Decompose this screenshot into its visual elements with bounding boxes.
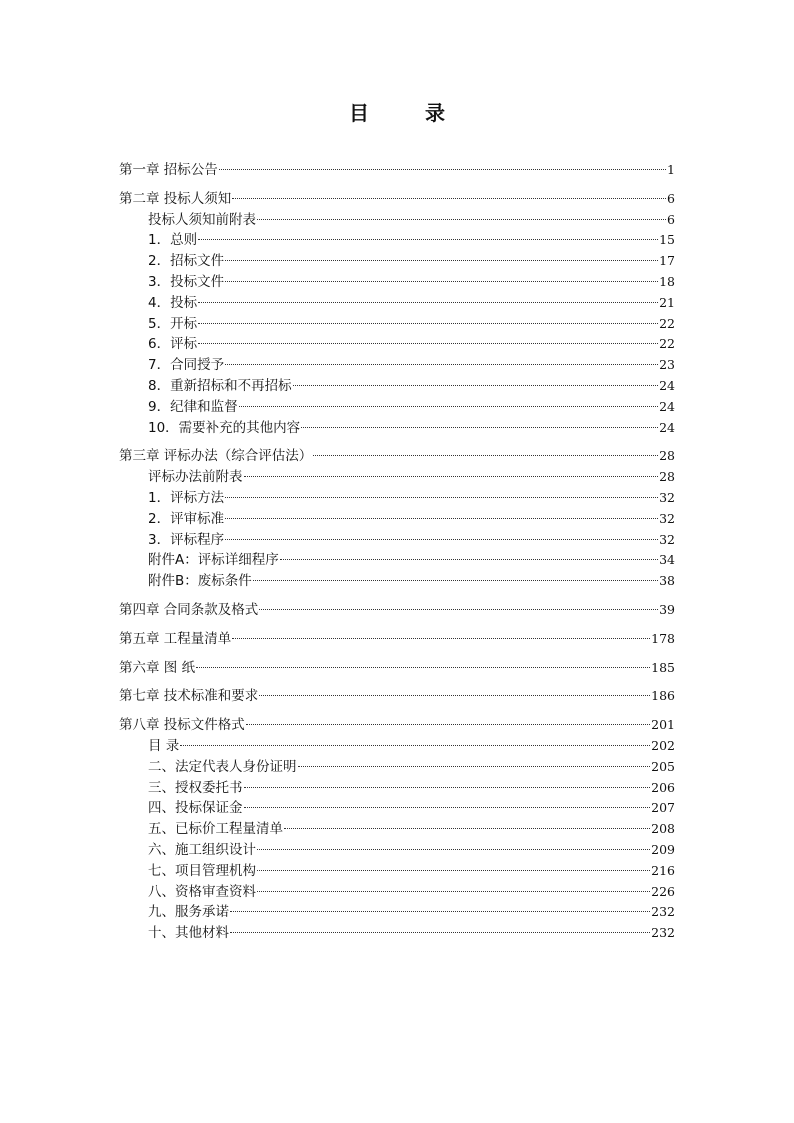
toc-dot-leader <box>198 343 658 344</box>
toc-entry-label: 评标办法前附表 <box>148 469 243 486</box>
toc-page-number: 208 <box>651 821 675 837</box>
toc-sub-entry[interactable] <box>119 334 675 355</box>
toc-page-number: 1 <box>667 162 675 177</box>
toc-dot-leader <box>259 695 650 696</box>
toc-entry-label: 五、已标价工程量清单 <box>148 821 283 838</box>
toc-sub-entry[interactable] <box>119 210 675 231</box>
toc-entry-label: 7．合同授予 <box>148 357 225 374</box>
toc-sub-entry[interactable] <box>119 798 675 819</box>
toc-dot-leader <box>230 932 650 933</box>
toc-entry-label: 附件B：废标条件 <box>148 573 252 590</box>
toc-chapter-entry[interactable] <box>119 160 675 181</box>
toc-page-number: 23 <box>659 357 675 373</box>
toc-dot-leader <box>246 724 650 725</box>
toc-sub-entry[interactable] <box>119 530 675 551</box>
toc-entry-label: 第五章 工程量清单 <box>119 630 232 647</box>
toc-dot-leader <box>225 518 658 519</box>
toc-page-number: 207 <box>651 800 675 816</box>
title-right-char: 录 <box>425 101 445 125</box>
toc-entry-label: 10．需要补充的其他内容 <box>148 419 301 436</box>
toc-entry-label: 第七章 技术标准和要求 <box>119 688 259 705</box>
toc-dot-leader <box>196 667 650 668</box>
toc-page-number: 39 <box>659 601 675 617</box>
toc-sub-entry[interactable] <box>119 736 675 757</box>
toc-dot-leader <box>198 302 658 303</box>
toc-sub-entry[interactable] <box>119 902 675 923</box>
toc-page-number: 209 <box>651 841 675 857</box>
toc-page-number: 205 <box>651 758 675 774</box>
toc-sub-entry[interactable] <box>119 314 675 335</box>
toc-entry-label: 3．投标文件 <box>148 273 225 290</box>
toc-page-number: 28 <box>659 448 675 464</box>
toc-entry-label: 八、资格审查资料 <box>148 883 256 900</box>
toc-page-number: 24 <box>659 419 675 435</box>
toc-dot-leader <box>284 828 650 829</box>
toc-page-number: 185 <box>651 659 675 675</box>
toc-entry-label: 6．评标 <box>148 336 198 353</box>
toc-dot-leader <box>198 239 658 240</box>
toc-entry-label: 四、投标保证金 <box>148 800 243 817</box>
toc-entry-label: 投标人须知前附表 <box>148 211 256 228</box>
page-title <box>0 97 794 126</box>
toc-entry-label: 七、项目管理机构 <box>148 862 256 879</box>
toc-sub-entry[interactable] <box>119 778 675 799</box>
toc-sub-entry[interactable] <box>119 376 675 397</box>
toc-sub-entry[interactable] <box>119 355 675 376</box>
toc-chapter-entry[interactable] <box>119 446 675 467</box>
toc-entry-label: 1．总则 <box>148 232 198 249</box>
toc-sub-entry[interactable] <box>119 923 675 944</box>
toc-dot-leader <box>244 807 651 808</box>
toc-dot-leader <box>293 385 659 386</box>
toc-entry-label: 十、其他材料 <box>148 925 229 942</box>
toc-page-number: 32 <box>659 531 675 547</box>
toc-dot-leader <box>244 476 659 477</box>
toc-sub-entry[interactable] <box>119 418 675 439</box>
toc-entry-label: 第六章 图 纸 <box>119 659 196 676</box>
toc-sub-entry[interactable] <box>119 397 675 418</box>
toc-sub-entry[interactable] <box>119 861 675 882</box>
toc-page-number: 28 <box>659 469 675 485</box>
toc-page-number: 202 <box>651 737 675 753</box>
toc-dot-leader <box>232 198 666 199</box>
toc-dot-leader <box>257 870 650 871</box>
toc-page-number: 34 <box>659 552 675 568</box>
toc-page-number: 178 <box>651 630 675 646</box>
table-of-contents <box>119 160 675 944</box>
toc-chapter-entry[interactable] <box>119 686 675 707</box>
toc-chapter-entry[interactable] <box>119 658 675 679</box>
toc-entry-label: 4．投标 <box>148 294 198 311</box>
toc-dot-leader <box>225 539 658 540</box>
toc-dot-leader <box>257 849 650 850</box>
toc-page-number: 6 <box>667 190 675 206</box>
toc-entry-label: 第四章 合同条款及格式 <box>119 601 259 618</box>
toc-page-number: 6 <box>667 211 675 227</box>
toc-sub-entry[interactable] <box>119 509 675 530</box>
toc-entry-label: 第一章 招标公告 <box>119 162 218 178</box>
toc-dot-leader <box>301 427 658 428</box>
toc-sub-entry[interactable] <box>119 840 675 861</box>
toc-entry-label: 附件A：评标详细程序 <box>148 552 279 569</box>
toc-dot-leader <box>298 766 651 767</box>
toc-entry-label: 5．开标 <box>148 315 198 332</box>
toc-sub-entry[interactable] <box>119 571 675 592</box>
toc-sub-entry[interactable] <box>119 251 675 272</box>
toc-entry-label: 8．重新招标和不再招标 <box>148 377 292 394</box>
toc-sub-entry[interactable] <box>119 882 675 903</box>
toc-dot-leader <box>198 323 658 324</box>
toc-page-number: 17 <box>659 253 675 269</box>
toc-entry-label: 九、服务承诺 <box>148 904 229 921</box>
toc-chapter-entry[interactable] <box>119 189 675 210</box>
toc-page-number: 32 <box>659 489 675 505</box>
toc-dot-leader <box>225 364 658 365</box>
toc-chapter-entry[interactable] <box>119 629 675 650</box>
toc-sub-entry[interactable] <box>119 293 675 314</box>
toc-page-number: 201 <box>651 717 675 733</box>
toc-page-number: 226 <box>651 883 675 899</box>
toc-entry-label: 二、法定代表人身份证明 <box>148 758 297 775</box>
toc-sub-entry[interactable] <box>119 467 675 488</box>
toc-page-number: 232 <box>651 904 675 920</box>
toc-dot-leader <box>259 609 658 610</box>
toc-page-number: 206 <box>651 779 675 795</box>
toc-entry-label: 9．纪律和监督 <box>148 398 238 415</box>
toc-chapter-entry[interactable] <box>119 600 675 621</box>
toc-dot-leader <box>225 281 658 282</box>
toc-dot-leader <box>280 559 658 560</box>
toc-chapter-entry[interactable] <box>119 715 675 736</box>
title-left-char: 目 <box>349 101 369 125</box>
toc-page-number: 216 <box>651 862 675 878</box>
toc-entry-label: 第八章 投标文件格式 <box>119 717 245 734</box>
toc-page-number: 232 <box>651 925 675 941</box>
toc-dot-leader <box>219 169 666 170</box>
toc-sub-entry[interactable] <box>119 272 675 293</box>
toc-entry-label: 三、授权委托书 <box>148 779 243 796</box>
toc-entry-label: 第二章 投标人须知 <box>119 190 232 207</box>
toc-page-number: 21 <box>659 294 675 310</box>
toc-page-number: 24 <box>659 377 675 393</box>
toc-page-number: 22 <box>659 336 675 352</box>
toc-dot-leader <box>257 219 666 220</box>
toc-sub-entry[interactable] <box>119 550 675 571</box>
toc-dot-leader <box>257 891 650 892</box>
toc-page-number: 24 <box>659 398 675 414</box>
toc-entry-label: 第三章 评标办法（综合评估法） <box>119 448 313 465</box>
toc-dot-leader <box>225 497 658 498</box>
toc-dot-leader <box>244 787 651 788</box>
toc-dot-leader <box>239 406 659 407</box>
toc-entry-label: 目 录 <box>148 737 180 754</box>
toc-entry-label: 2．评审标准 <box>148 510 225 527</box>
toc-dot-leader <box>253 580 658 581</box>
toc-dot-leader <box>313 455 658 456</box>
toc-dot-leader <box>232 638 650 639</box>
toc-entry-label: 2．招标文件 <box>148 253 225 270</box>
toc-dot-leader <box>230 911 650 912</box>
toc-page-number: 18 <box>659 273 675 289</box>
toc-page-number: 32 <box>659 510 675 526</box>
toc-entry-label: 1．评标方法 <box>148 489 225 506</box>
toc-entry-label: 六、施工组织设计 <box>148 841 256 858</box>
toc-sub-entry[interactable] <box>119 757 675 778</box>
toc-page-number: 22 <box>659 315 675 331</box>
toc-page-number: 15 <box>659 232 675 248</box>
toc-sub-entry[interactable] <box>119 488 675 509</box>
toc-dot-leader <box>180 745 650 746</box>
toc-dot-leader <box>225 260 658 261</box>
toc-page-number: 38 <box>659 573 675 589</box>
toc-sub-entry[interactable] <box>119 230 675 251</box>
toc-page-number: 186 <box>651 688 675 704</box>
toc-entry-label: 3．评标程序 <box>148 531 225 548</box>
toc-sub-entry[interactable] <box>119 819 675 840</box>
